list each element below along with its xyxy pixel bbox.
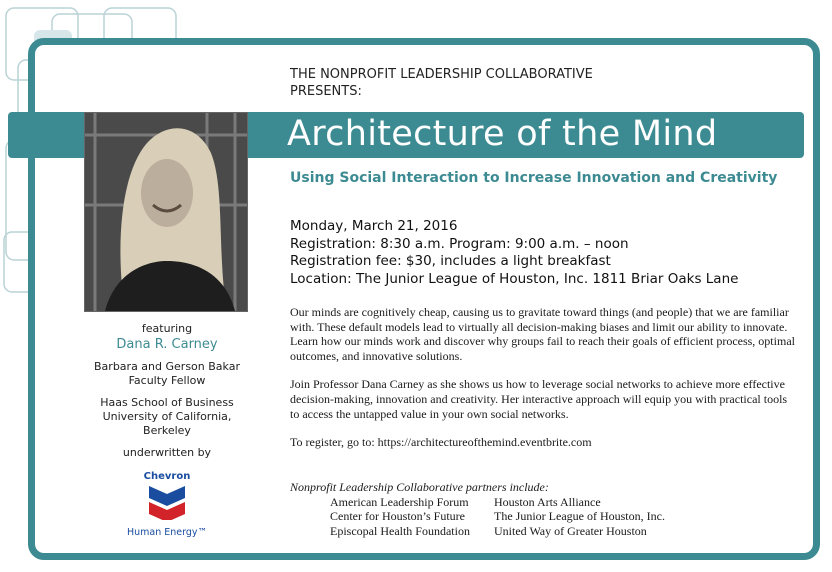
speaker-photo xyxy=(84,112,248,312)
registration-link[interactable]: To register, go to: https://architectureofthemind.eventbrite.com xyxy=(290,435,592,450)
event-times: Registration: 8:30 a.m. Program: 9:00 a.m. – noon xyxy=(290,235,629,252)
event-title: Architecture of the Mind xyxy=(287,114,718,154)
speaker-info xyxy=(84,322,250,540)
partner-name: Episcopal Health Foundation xyxy=(330,523,470,538)
speaker-affiliation xyxy=(84,396,250,438)
description-paragraph: Join Professor Dana Carney as she shows us how to leverage social networks to achieve more effective decision-making, innovation and creativity. Her interactive approach will equip you with practical tools to access the untapped value in your own social networks. xyxy=(290,377,788,421)
event-subtitle: Using Social Interaction to Increase Innovation and Creativity xyxy=(290,170,778,186)
event-description xyxy=(290,305,796,464)
partners-list xyxy=(330,495,714,539)
featuring-label: featuring xyxy=(141,322,193,335)
event-fee: Registration fee: $30, includes a light breakfast xyxy=(290,253,611,269)
partner-name: Houston Arts Alliance xyxy=(494,494,601,509)
affiliation-line: University of California, xyxy=(102,410,232,423)
partners-heading: Nonprofit Leadership Collaborative partners include: xyxy=(290,480,549,494)
description-paragraph: Our minds are cognitively cheap, causing us to gravitate toward things (and people) that we are familiar with. These default models lead to virtually all decision-making biases and limit our ability to innovate. Learn how our minds work and discover why groups fail to reach their goals of efficient process, optimal outcomes, and innovative solutions. xyxy=(290,305,795,363)
chevron-logo-icon xyxy=(147,484,187,520)
speaker-title-line: Barbara and Gerson Bakar xyxy=(94,360,240,373)
sponsor-name: Chevron xyxy=(143,471,191,482)
presents-label: PRESENTS: xyxy=(290,84,362,99)
partner-name: Center for Houston’s Future xyxy=(330,509,465,523)
chevron-logo xyxy=(84,470,250,540)
event-details xyxy=(290,218,738,288)
partner-name: The Junior League of Houston, Inc. xyxy=(494,509,665,523)
sponsor-tagline: Human Energy™ xyxy=(126,527,208,538)
affiliation-line: Berkeley xyxy=(143,424,191,437)
speaker-title xyxy=(84,360,250,388)
event-location: Location: The Junior League of Houston, Inc. 1811 Briar Oaks Lane xyxy=(290,270,739,287)
speaker-title-line: Faculty Fellow xyxy=(128,374,206,387)
partner-name: United Way of Greater Houston xyxy=(494,523,647,538)
org-name: THE NONPROFIT LEADERSHIP COLLABORATIVE xyxy=(290,67,593,82)
event-date: Monday, March 21, 2016 xyxy=(290,218,458,234)
partners-section xyxy=(290,480,714,538)
speaker-name: Dana R. Carney xyxy=(116,337,218,352)
presenter-org xyxy=(290,66,593,100)
underwritten-label: underwritten by xyxy=(122,446,212,459)
partner-name: American Leadership Forum xyxy=(330,494,469,509)
affiliation-line: Haas School of Business xyxy=(100,396,234,409)
